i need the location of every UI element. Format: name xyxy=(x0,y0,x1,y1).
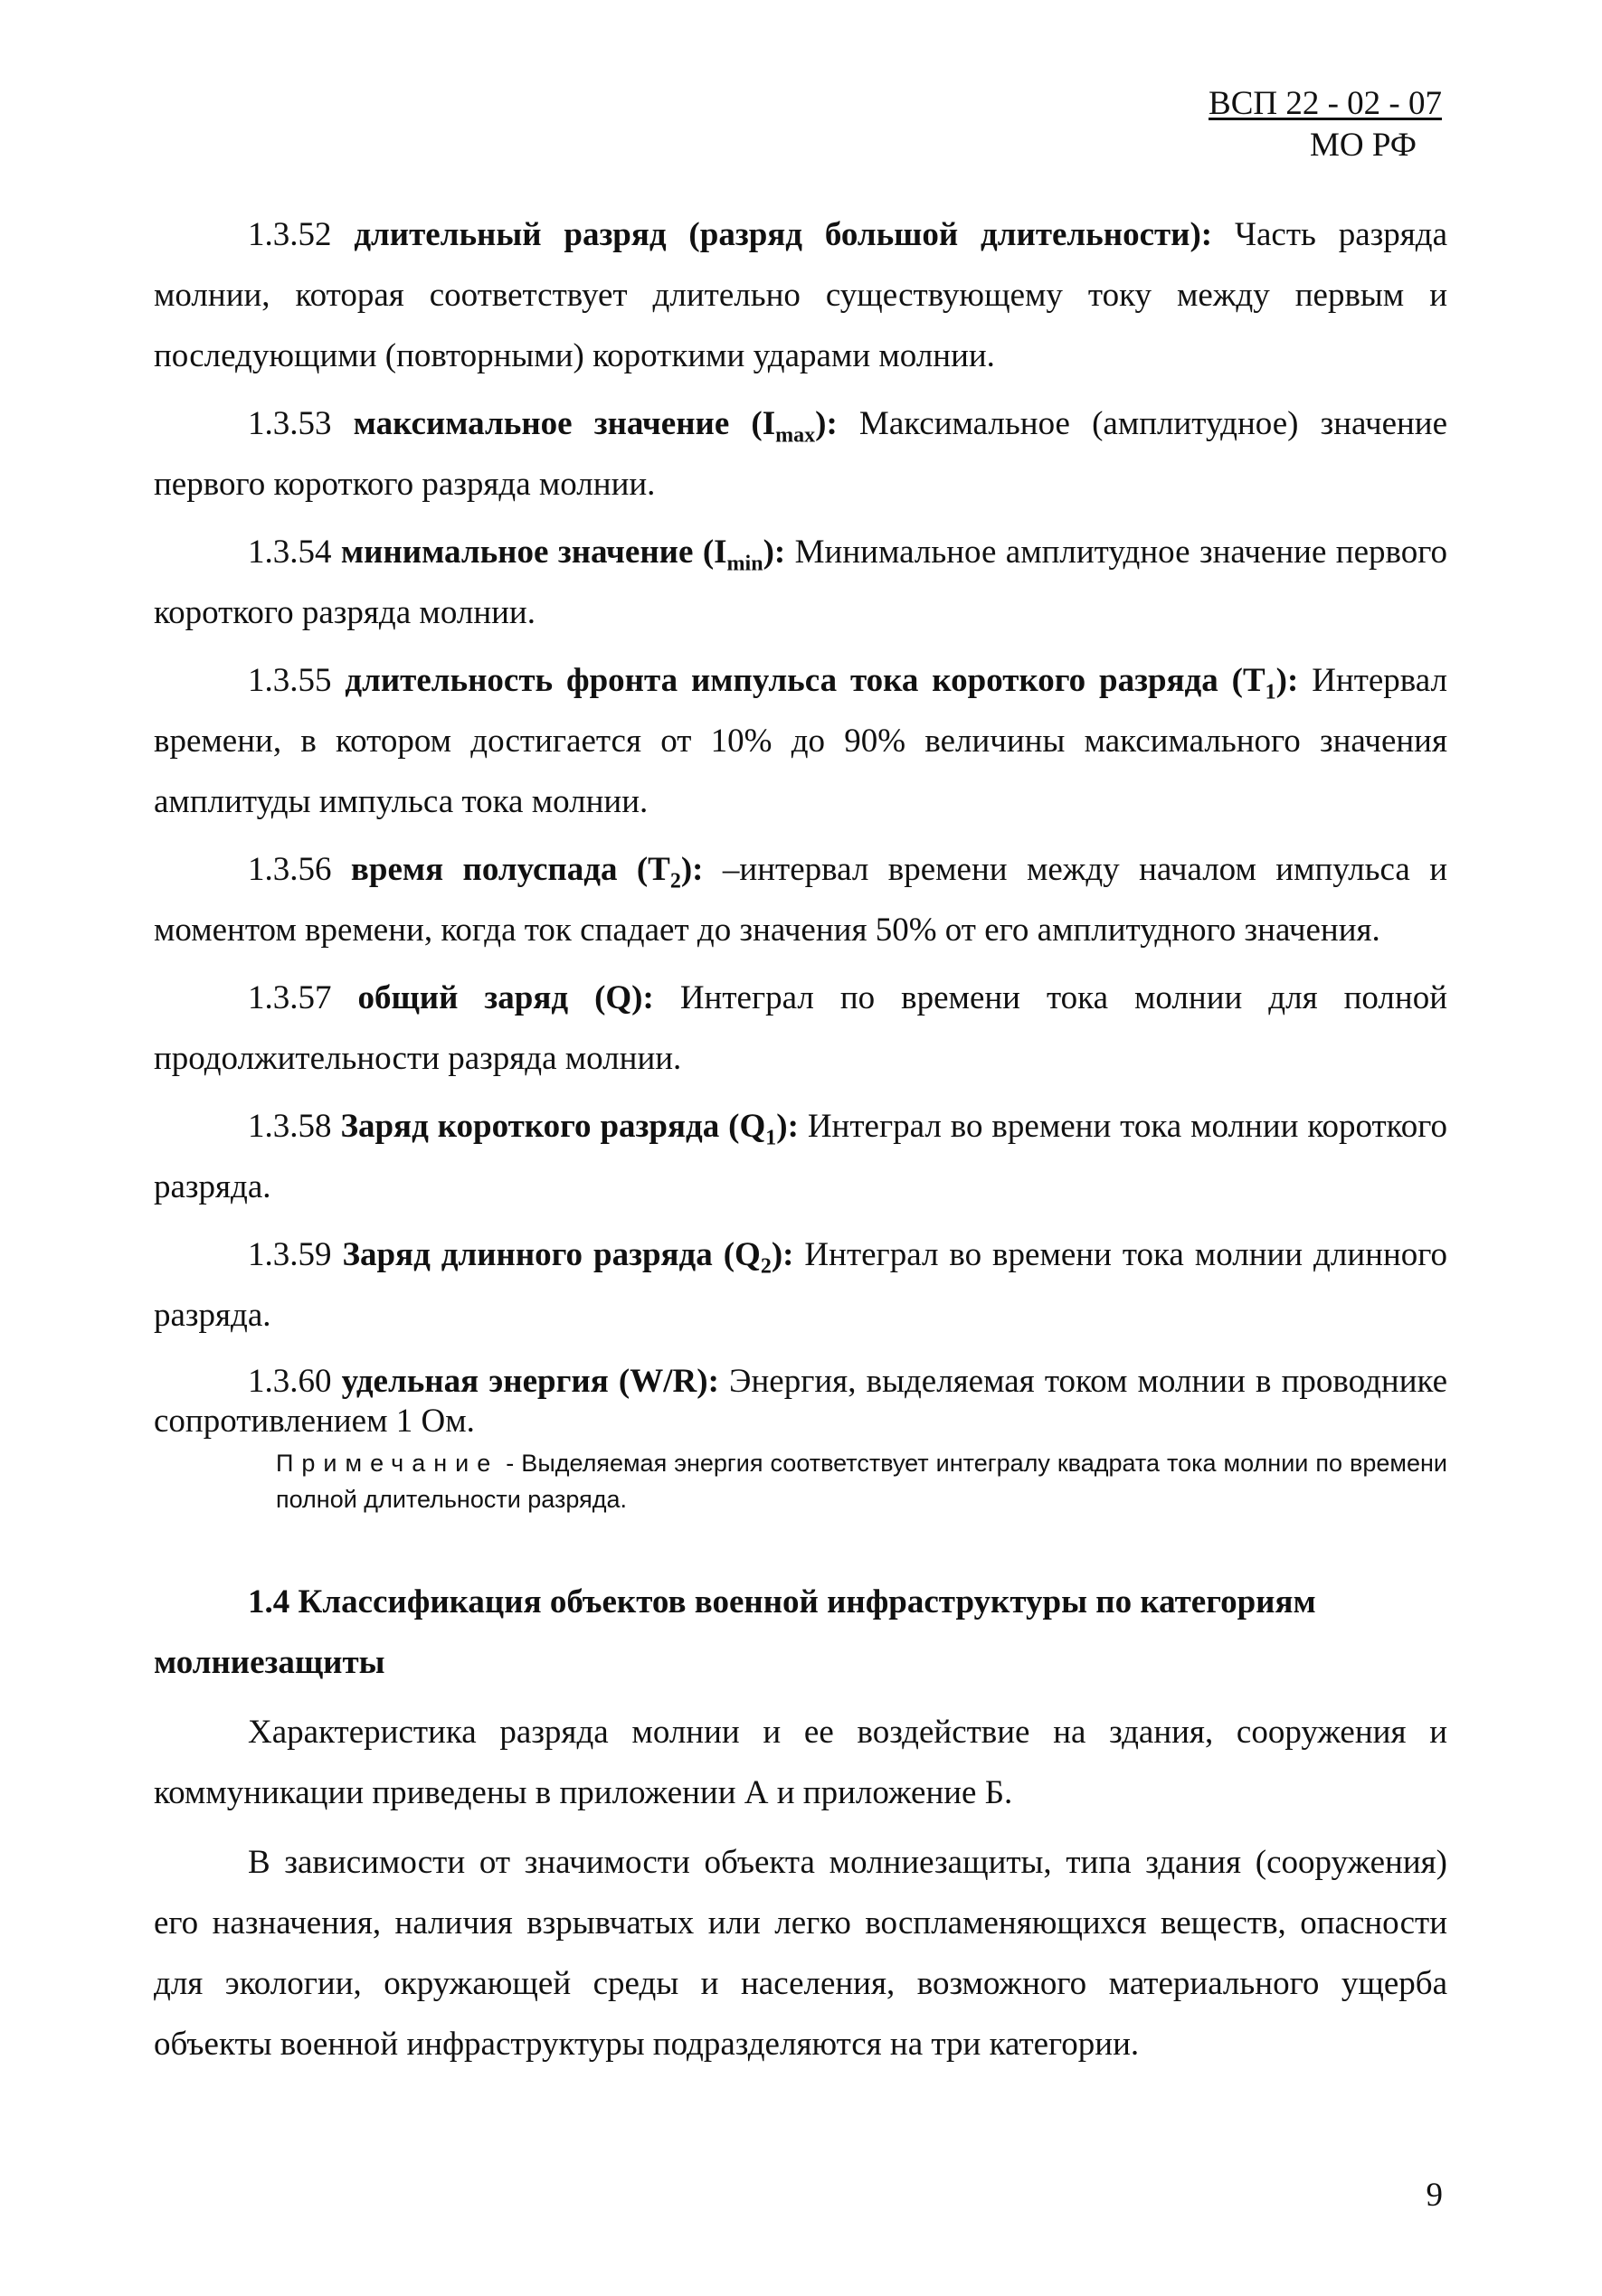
definition-term xyxy=(345,662,1299,704)
section-paragraph: В зависимости от значимости объекта молниезащиты, типа здания (сооружения) его назначения, наличия взрывчатых или легко воспламеняющихся веществ, опасности для экологии, окружающей среды и населения, возможного материального ущерба объекты военной инфраструктуры подразделяются на три категории. xyxy=(154,1844,1447,2063)
term-subscript: 2 xyxy=(669,869,681,893)
definition-1-3-53 xyxy=(154,393,1447,515)
definition-number: 1.3.53 xyxy=(248,405,332,442)
term-part: Заряд короткого разряда (Q xyxy=(340,1108,766,1145)
term-part: длительность фронта импульса тока короткого разряда (T xyxy=(345,662,1265,699)
term-subscript: 2 xyxy=(760,1254,772,1279)
definition-text: Интеграл во времени тока молнии длинного разряда. xyxy=(154,1236,1447,1334)
document-org: МО РФ xyxy=(1309,127,1417,164)
term-part: минимальное значение (I xyxy=(340,534,727,571)
definition-term xyxy=(340,534,786,576)
definition-text: Минимальное амплитудное значение первого короткого разряда молнии. xyxy=(154,534,1447,631)
definition-term xyxy=(350,851,704,893)
definition-text: Максимальное (амплитудное) значение первого короткого разряда молнии. xyxy=(154,405,1448,503)
term-subscript: 1 xyxy=(765,1126,777,1150)
term-part: ): xyxy=(815,405,838,442)
definition-term: общий заряд (Q): xyxy=(357,979,654,1016)
definition-1-3-54 xyxy=(154,522,1447,643)
definition-text: Часть разряда молнии, которая соответствует длительно существующему току между первым и последующими (повторными) короткими ударами молнии. xyxy=(154,216,1447,374)
term-part: ): xyxy=(1275,662,1299,699)
term-part: ): xyxy=(763,534,786,571)
document-code: ВСП 22 - 02 - 07 xyxy=(1209,85,1442,122)
definition-number: 1.3.55 xyxy=(248,662,332,699)
definition-1-3-55 xyxy=(154,650,1447,832)
definition-text: –интервал времени между началом импульса и моментом времени, когда ток спадает до значения 50% от его амплитудного значения. xyxy=(154,851,1448,949)
term-subscript: max xyxy=(775,423,816,448)
definition-text: Энергия, выделяемая током молнии в проводнике сопротивлением 1 Ом. xyxy=(154,1363,1447,1440)
definition-number: 1.3.57 xyxy=(248,979,332,1016)
section-paragraph: Характеристика разряда молнии и ее воздействие на здания, сооружения и коммуникации приведены в приложении А и приложение Б. xyxy=(154,1714,1447,1811)
term-subscript: min xyxy=(726,552,763,576)
term-part: время полуспада (T xyxy=(350,851,670,888)
definition-term: длительный разряд (разряд большой длительности): xyxy=(354,216,1213,253)
note-text: - Выделяемая энергия соответствует интегралу квадрата тока молнии по времени полной длительности разряда. xyxy=(276,1450,1447,1513)
note-label: Примечание xyxy=(276,1450,499,1477)
definition-text: Интеграл во времени тока молнии короткого разряда. xyxy=(154,1108,1447,1205)
definition-term xyxy=(353,405,838,448)
definition-term: удельная энергия (W/R): xyxy=(341,1363,719,1400)
definition-term xyxy=(342,1236,794,1279)
definition-text: Интервал времени, в котором достигается от 10% до 90% величины максимального значения амплитуды импульса тока молнии. xyxy=(154,662,1448,820)
definition-number: 1.3.60 xyxy=(248,1363,332,1400)
term-part: Заряд длинного разряда (Q xyxy=(342,1236,761,1273)
definition-1-3-56 xyxy=(154,839,1447,960)
definition-number: 1.3.54 xyxy=(248,534,332,571)
section-title: 1.4 Классификация объектов военной инфраструктуры по категориям молниезащиты xyxy=(154,1583,1316,1681)
document-header xyxy=(1181,83,1442,166)
term-part: максимальное значение (I xyxy=(353,405,776,442)
definition-number: 1.3.58 xyxy=(248,1108,332,1145)
page-number: 9 xyxy=(1426,2177,1443,2214)
definition-term xyxy=(340,1108,799,1150)
definition-1-3-57 xyxy=(154,968,1447,1089)
term-subscript: 1 xyxy=(1265,680,1276,704)
definition-1-3-58 xyxy=(154,1096,1447,1217)
term-part: ): xyxy=(771,1236,794,1273)
definition-number: 1.3.52 xyxy=(248,216,332,253)
term-part: ): xyxy=(776,1108,799,1145)
definition-number: 1.3.56 xyxy=(248,851,332,888)
definition-number: 1.3.59 xyxy=(248,1236,332,1273)
definition-1-3-60 xyxy=(154,1362,1447,1441)
term-part: ): xyxy=(680,851,704,888)
document-body xyxy=(154,204,1447,2074)
definition-1-3-59 xyxy=(154,1224,1447,1346)
definition-text: Интеграл по времени тока молнии для полной продолжительности разряда молнии. xyxy=(154,979,1447,1077)
definition-1-3-52 xyxy=(154,204,1447,386)
note xyxy=(276,1445,1447,1517)
